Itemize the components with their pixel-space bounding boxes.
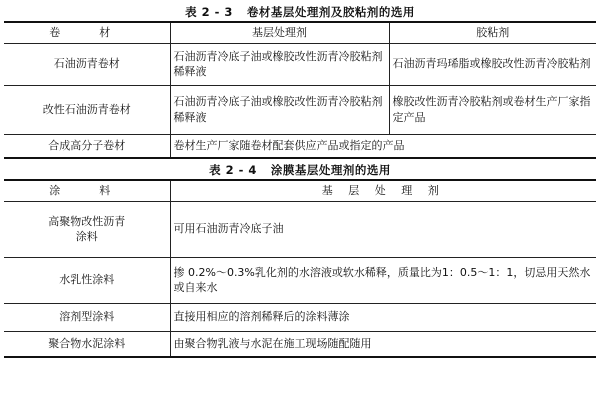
table2-cell: 由聚合物乳液与水泥在施工现场随配随用 [170,331,596,357]
table-row [4,43,596,85]
table1 [4,21,596,159]
table2-cell: 可用石油沥青冷底子油 [170,201,596,257]
table-row [4,257,596,303]
table-row [4,303,596,331]
table2-caption [4,161,596,179]
table1-cell: 石油沥青冷底子油或橡胶改性沥青冷胶粘剂稀释液 [170,43,389,85]
table1-cell: 卷材生产厂家随卷材配套供应产品或指定的产品 [170,134,596,158]
table1-cell: 石油沥青冷底子油或橡胶改性沥青冷胶粘剂稀释液 [170,85,389,134]
table2-header-row [4,180,596,201]
table1-header-adhesive: 胶粘剂 [389,22,596,43]
table2-title: 涂膜基层处理剂的选用 [270,163,391,177]
table2-cell: 掺 0.2%～0.3%乳化剂的水溶液或软水稀释，质量比为1：0.5～1：1，切忌用天然水或自来水 [170,257,596,303]
table2-cell-text: 高聚物改性沥青涂料 [48,214,126,243]
table1-title: 卷材基层处理剂及胶粘剂的选用 [246,5,415,19]
table2-number: 表 2 - 4 [209,163,257,177]
table1-header-material: 卷 材 [4,22,170,43]
table2-cell [4,201,170,257]
table1-cell: 石油沥青玛琋脂或橡胶改性沥青冷胶粘剂 [389,43,596,85]
table1-number: 表 2 - 3 [185,5,233,19]
table-row [4,134,596,158]
table2 [4,179,596,358]
table1-cell: 改性石油沥青卷材 [4,85,170,134]
table2-cell: 水乳性涂料 [4,257,170,303]
table1-header-primer: 基层处理剂 [170,22,389,43]
table1-cell: 合成高分子卷材 [4,134,170,158]
table1-cell: 橡胶改性沥青冷胶粘剂或卷材生产厂家指定产品 [389,85,596,134]
table-row [4,85,596,134]
table1-cell: 石油沥青卷材 [4,43,170,85]
table2-header-coating: 涂 料 [4,180,170,201]
table1-caption [4,3,596,21]
table1-header-row [4,22,596,43]
table2-header-primer: 基 层 处 理 剂 [170,180,596,201]
table2-cell: 聚合物水泥涂料 [4,331,170,357]
table-row [4,201,596,257]
table-row [4,331,596,357]
table2-cell: 直接用相应的溶剂稀释后的涂料薄涂 [170,303,596,331]
table2-cell: 溶剂型涂料 [4,303,170,331]
